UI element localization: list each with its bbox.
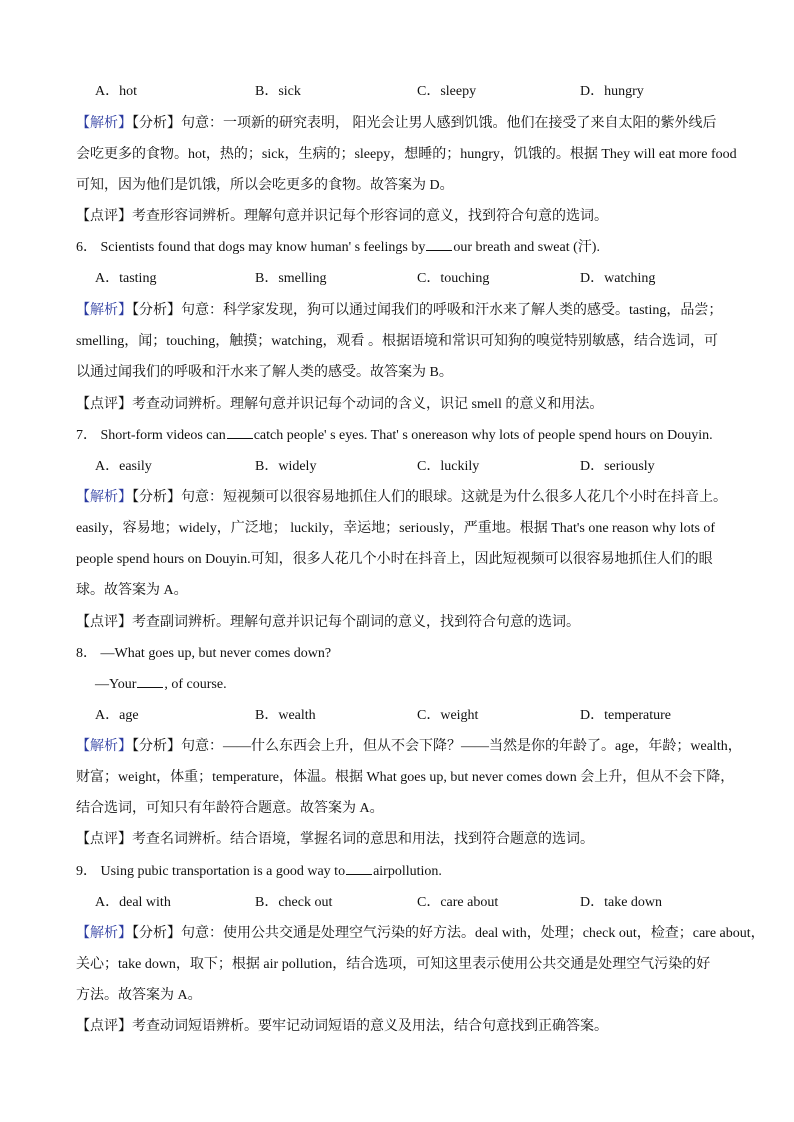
q5-analysis-line-3: 可知，因为他们是饥饿，所以会吃更多的食物。故答案为 D。 <box>76 178 454 193</box>
q7-stem: 7． Short-form videos can catch people' s eyes. That' s onereason why lots of people spend hours on Douyin. <box>76 428 713 443</box>
q6-analysis-line-2: smelling，闻；touching，触摸；watching，观看 。根据语境和常识可知狗的嗅觉特别敏感，结合选词，可 <box>76 334 719 349</box>
q7-analysis-line-1: 【解析】【分析】句意：短视频可以很容易地抓住人们的眼球。这就是为什么很多人花几个小时在抖音上。 <box>76 490 727 505</box>
q6-analysis-tag: 【解析】 <box>76 303 132 318</box>
q6-analysis-line-3: 以通过闻我们的呼吸和汗水来了解人类的感受。故答案为 B。 <box>76 365 453 380</box>
q7-comment: 【点评】考查副词辨析。理解句意并识记每个副词的意义，找到符合句意的选词。 <box>76 615 580 630</box>
q9-analysis-line-1: 【解析】【分析】句意：使用公共交通是处理空气污染的好方法。deal with，处理；check out，检查；care about， <box>76 926 765 941</box>
q6-analysis-line-1: 【解析】【分析】句意：科学家发现，狗可以通过闻我们的呼吸和汗水来了解人类的感受。tasting，品尝； <box>76 303 723 318</box>
q8-analysis-tag: 【解析】 <box>76 739 132 754</box>
q6-comment: 【点评】考查动词辨析。理解句意并识记每个动词的含义，识记 smell 的意义和用法。 <box>76 397 604 412</box>
q5-option-a: A．hot <box>95 84 137 99</box>
q8-option-c: C．weight <box>417 708 479 723</box>
q9-options <box>95 893 775 913</box>
q9-blank <box>346 862 372 875</box>
q6-option-b: B．smelling <box>255 271 327 286</box>
q5-analysis-line-2: 会吃更多的食物。hot，热的；sick，生病的；sleepy，想睡的；hungry，饥饿的。根据 They will eat more food <box>76 147 737 162</box>
q9-comment: 【点评】考查动词短语辨析。要牢记动词短语的意义及用法，结合句意找到正确答案。 <box>76 1019 608 1034</box>
q6-blank <box>426 238 452 251</box>
q7-options <box>95 457 775 477</box>
q9-analysis-tag: 【解析】 <box>76 926 132 941</box>
q8-analysis-line-3: 结合选词，可知只有年龄符合题意。故答案为 A。 <box>76 801 384 816</box>
q9-stem: 9． Using pubic transportation is a good way to airpollution. <box>76 864 442 879</box>
q7-blank <box>227 426 253 439</box>
q8-analysis-line-2: 财富；weight，体重；temperature，体温。根据 What goes up, but never comes down 会上升，但从不会下降， <box>76 770 735 785</box>
q5-analysis-tag: 【解析】 <box>76 116 132 131</box>
q5-comment: 【点评】考查形容词辨析。理解句意并识记每个形容词的意义，找到符合句意的选词。 <box>76 209 608 224</box>
q9-option-d: D．take down <box>580 895 663 910</box>
q8-stem-line-1: 8． —What goes up, but never comes down? <box>76 646 332 661</box>
q8-option-a: A．age <box>95 708 139 723</box>
q9-analysis-line-2: 关心；take down，取下；根据 air pollution，结合选项，可知这里表示使用公共交通是处理空气污染的好 <box>76 957 711 972</box>
q7-option-b: B．widely <box>255 459 317 474</box>
q5-option-d: D．hungry <box>580 84 644 99</box>
q5-option-b: B．sick <box>255 84 301 99</box>
q8-option-d: D．temperature <box>580 708 671 723</box>
q7-option-c: C．luckily <box>417 459 480 474</box>
q7-analysis-line-2: easily，容易地；widely，广泛地； luckily，幸运地；seriously，严重地。根据 That's one reason why lots of <box>76 521 716 536</box>
q6-options <box>95 269 775 289</box>
q7-analysis-line-3: people spend hours on Douyin.可知，很多人花几个小时在抖音上，因此短视频可以很容易地抓住人们的眼 <box>76 552 713 567</box>
q9-option-a: A．deal with <box>95 895 171 910</box>
q9-option-b: B．check out <box>255 895 333 910</box>
q8-stem-line-2: —Your , of course. <box>95 677 227 692</box>
q5-option-c: C．sleepy <box>417 84 477 99</box>
q7-option-d: D．seriously <box>580 459 655 474</box>
q5-options <box>95 82 775 102</box>
q8-comment: 【点评】考查名词辨析。结合语境，掌握名词的意思和用法，找到符合题意的选词。 <box>76 832 594 847</box>
q6-option-d: D．watching <box>580 271 656 286</box>
q7-option-a: A．easily <box>95 459 152 474</box>
q7-analysis-tag: 【解析】 <box>76 490 132 505</box>
q9-analysis-line-3: 方法。故答案为 A。 <box>76 988 202 1003</box>
q6-option-c: C．touching <box>417 271 490 286</box>
q7-analysis-line-4: 球。故答案为 A。 <box>76 583 188 598</box>
q5-analysis-line-1: 【解析】【分析】句意：一项新的研究表明， 阳光会让男人感到饥饿。他们在接受了来自太阳的紫外线后 <box>76 116 717 131</box>
q6-stem: 6． Scientists found that dogs may know human' s feelings by our breath and sweat (汗). <box>76 240 600 255</box>
q8-options <box>95 706 775 726</box>
q9-option-c: C．care about <box>417 895 499 910</box>
q8-analysis-line-1: 【解析】【分析】句意：——什么东西会上升，但从不会下降？——当然是你的年龄了。age，年龄；wealth， <box>76 739 742 754</box>
q8-blank <box>137 675 163 688</box>
q6-option-a: A．tasting <box>95 271 157 286</box>
q8-option-b: B．wealth <box>255 708 316 723</box>
